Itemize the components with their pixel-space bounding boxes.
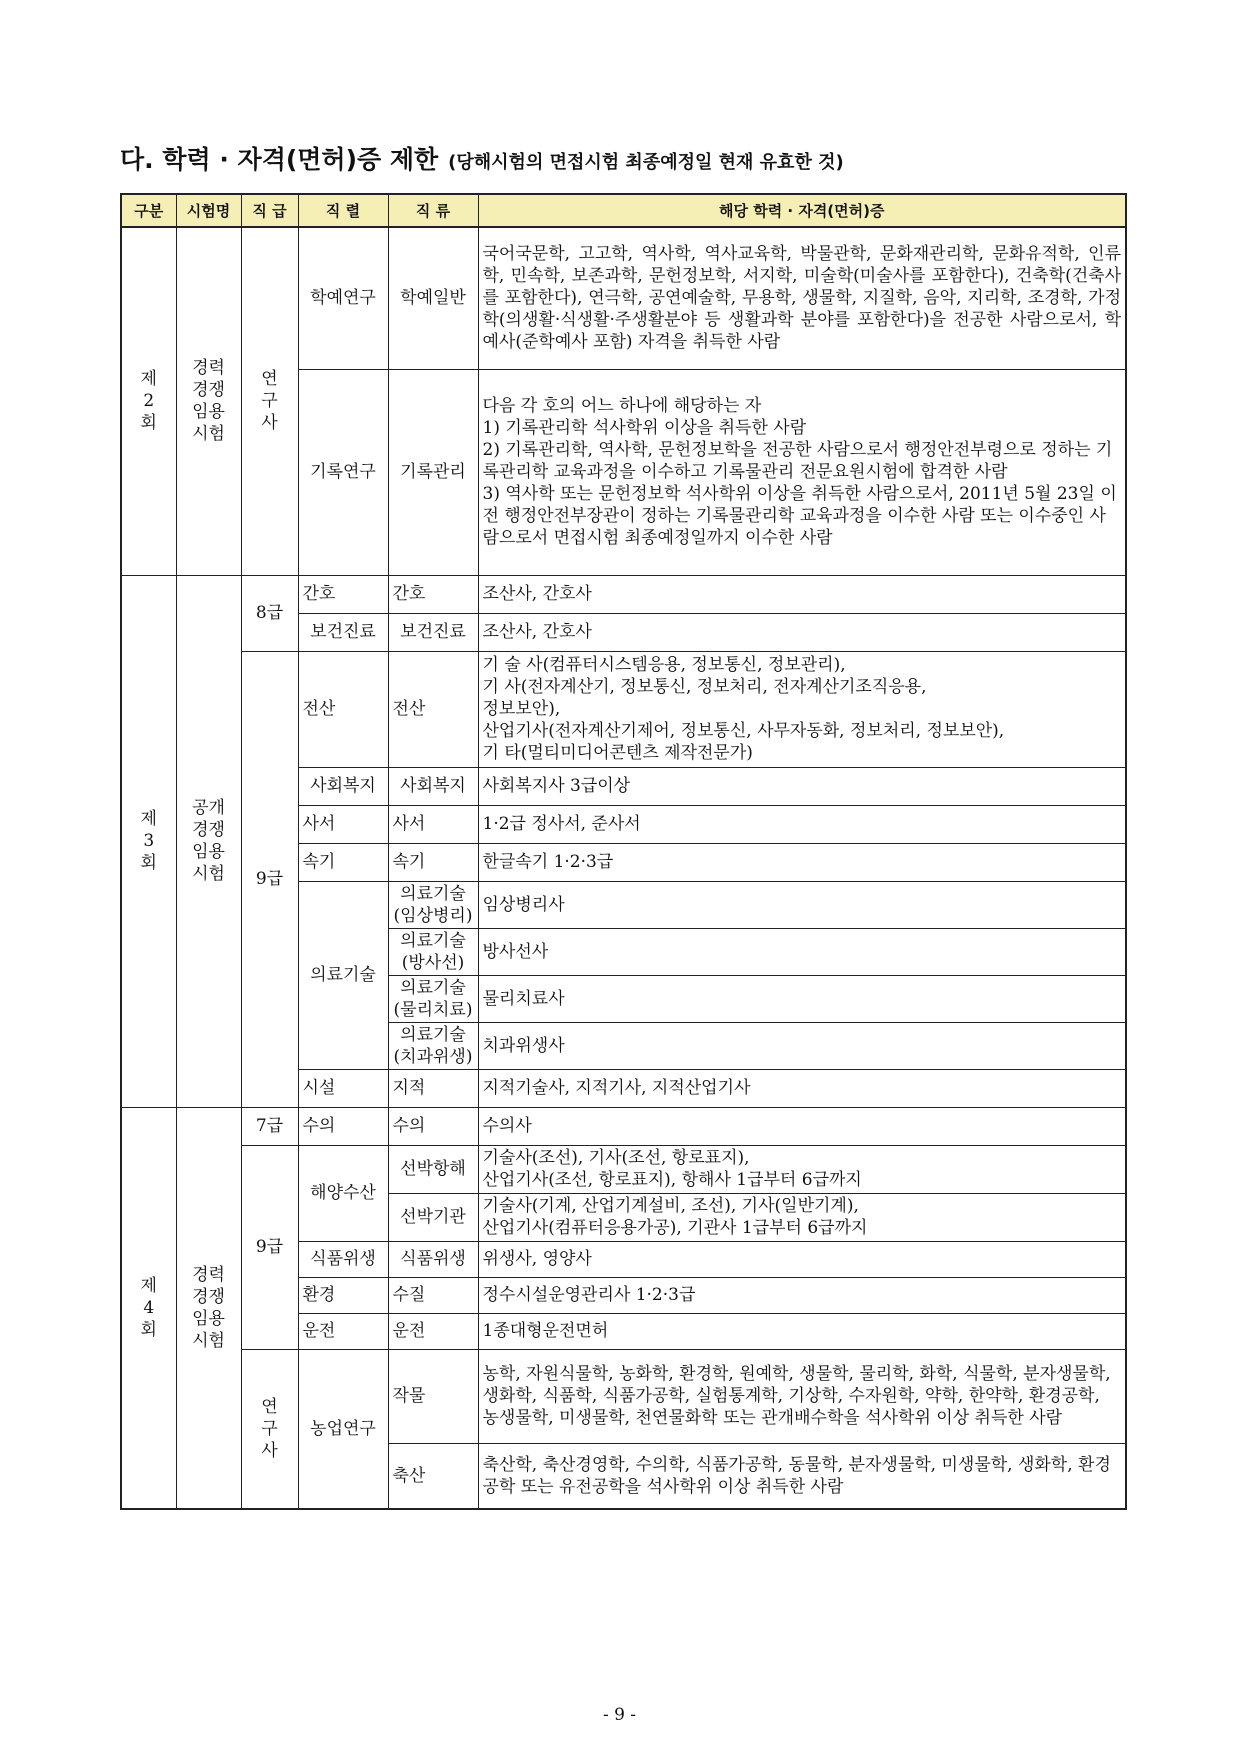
table-cell: 9급 xyxy=(241,1145,298,1349)
table-cell: 식품위생 xyxy=(388,1241,478,1277)
table-cell: 사회복지 xyxy=(388,767,478,805)
table-cell: 제 2 회 xyxy=(121,227,176,575)
table-cell: 치과위생사 xyxy=(478,1022,1126,1069)
table-cell: 제 3 회 xyxy=(121,575,176,1107)
table-row xyxy=(121,651,1126,767)
table-cell: 전산 xyxy=(298,651,388,767)
table-cell: 선박기관 xyxy=(388,1193,478,1241)
table-cell: 국어국문학, 고고학, 역사학, 역사교육학, 박물관학, 문화재관리학, 문화유적학, 인류학, 민속학, 보존과학, 문헌정보학, 서지학, 미술학(미술사를 포함한다), 건축학(건축사를 포함한다), 연극학, 공연예술학, 무용학, 생물학, 지질학, 음악, 지리학, 조경학, 가정학(의생활·식생활·주생활분야 등 생활과학 분야를 포함한다)을 전공한 사람으로서, 학예사(준학예사 포함) 자격을 취득한 사람 xyxy=(478,227,1126,369)
table-cell: 위생사, 영양사 xyxy=(478,1241,1126,1277)
table-cell: 농학, 자원식물학, 농화학, 환경학, 원예학, 생물학, 물리학, 화학, 식물학, 분자생물학, 생화학, 식품학, 식품가공학, 실험통계학, 기상학, 수자원학, 약학, 한약학, 환경공학, 농생물학, 미생물학, 천연물화학 또는 관개배수학을 석사학위 이상 취득한 사람 xyxy=(478,1349,1126,1443)
table-cell: 보건진료 xyxy=(388,613,478,651)
table-cell: 한글속기 1·2·3급 xyxy=(478,843,1126,881)
table-cell: 의료기술 (물리치료) xyxy=(388,975,478,1022)
table-row xyxy=(121,1349,1126,1443)
table-cell: 농업연구 xyxy=(298,1349,388,1509)
table-cell: 조산사, 간호사 xyxy=(478,575,1126,613)
table-cell: 의료기술 xyxy=(298,881,388,1069)
table-cell: 공개 경쟁 임용 시험 xyxy=(176,575,241,1107)
table-cell: 물리치료사 xyxy=(478,975,1126,1022)
table-cell: 학예일반 xyxy=(388,227,478,369)
table-cell: 속기 xyxy=(388,843,478,881)
table-cell: 사회복지 xyxy=(298,767,388,805)
table-cell: 의료기술 (치과위생) xyxy=(388,1022,478,1069)
table-cell: 의료기술 (임상병리) xyxy=(388,881,478,928)
table-cell: 연 구 사 xyxy=(241,1349,298,1509)
table-cell: 수질 xyxy=(388,1277,478,1313)
table-cell: 기록연구 xyxy=(298,369,388,575)
page-number: - 9 - xyxy=(602,1705,637,1725)
table-cell: 전산 xyxy=(388,651,478,767)
table-cell: 1·2급 정사서, 준사서 xyxy=(478,805,1126,843)
table-cell: 제 4 회 xyxy=(121,1107,176,1509)
table-cell: 시설 xyxy=(298,1069,388,1107)
header-qualifications: 해당 학력 · 자격(면허)증 xyxy=(478,194,1126,227)
table-cell: 작물 xyxy=(388,1349,478,1443)
section-subtitle: (당해시험의 면접시험 최종예정일 현재 유효한 것) xyxy=(448,152,844,173)
table-cell: 기록관리 xyxy=(388,369,478,575)
table-cell: 임상병리사 xyxy=(478,881,1126,928)
table-cell: 수의 xyxy=(388,1107,478,1145)
table-cell: 간호 xyxy=(388,575,478,613)
table-cell: 지적 xyxy=(388,1069,478,1107)
table-row xyxy=(121,575,1126,613)
table-cell: 보건진료 xyxy=(298,613,388,651)
table-cell: 의료기술 (방사선) xyxy=(388,928,478,975)
table-cell: 지적기술사, 지적기사, 지적산업기사 xyxy=(478,1069,1126,1107)
table-cell: 선박항해 xyxy=(388,1145,478,1193)
table-cell: 다음 각 호의 어느 하나에 해당하는 자 1) 기록관리학 석사학위 이상을 취득한 사람 2) 기록관리학, 역사학, 문헌정보학을 전공한 사람으로서 행정안전부령으로 정하는 기록관리학 교육과정을 이수하고 기록물관리 전문요원시험에 합격한 사람 3) 역사학 또는 문헌정보학 석사학위 이상을 취득한 사람으로서, 2011년 5월 23일 이전 행정안전부장관이 정하는 기록물관리학 교육과정을 이수한 사람 또는 이수중인 사람으로서 면접시험 최종예정일까지 이수한 사람 xyxy=(478,369,1126,575)
table-cell: 1종대형운전면허 xyxy=(478,1313,1126,1349)
table-cell: 8급 xyxy=(241,575,298,651)
table-cell: 경력 경쟁 임용 시험 xyxy=(176,227,241,575)
table-cell: 수의사 xyxy=(478,1107,1126,1145)
table-cell: 기술사(기계, 산업기계설비, 조선), 기사(일반기계), 산업기사(컴퓨터응용가공), 기관사 1급부터 6급까지 xyxy=(478,1193,1126,1241)
table-cell: 축산 xyxy=(388,1443,478,1509)
table-cell: 기 술 사(컴퓨터시스템응용, 정보통신, 정보관리), 기 사(전자계산기, 정보통신, 정보처리, 전자계산기조직응용, 정보보안), 산업기사(전자계산기제어, 정보통신, 사무자동화, 정보처리, 정보보안), 기 타(멀티미디어콘텐츠 제작전문가) xyxy=(478,651,1126,767)
table-cell: 환경 xyxy=(298,1277,388,1313)
table-cell: 방사선사 xyxy=(478,928,1126,975)
qualification-table xyxy=(120,193,1127,1510)
table-header-row xyxy=(121,194,1126,227)
table-row xyxy=(121,1107,1126,1145)
header-grade: 직 급 xyxy=(241,194,298,227)
table-cell: 사회복지사 3급이상 xyxy=(478,767,1126,805)
table-cell: 운전 xyxy=(298,1313,388,1349)
table-cell: 운전 xyxy=(388,1313,478,1349)
table-cell: 간호 xyxy=(298,575,388,613)
table-cell: 축산학, 축산경영학, 수의학, 식품가공학, 동물학, 분자생물학, 미생물학, 생화학, 환경공학 또는 유전공학을 석사학위 이상 취득한 사람 xyxy=(478,1443,1126,1509)
table-cell: 사서 xyxy=(388,805,478,843)
header-job-series: 직 렬 xyxy=(298,194,388,227)
table-cell: 식품위생 xyxy=(298,1241,388,1277)
table-cell: 조산사, 간호사 xyxy=(478,613,1126,651)
table-cell: 해양수산 xyxy=(298,1145,388,1241)
table-cell: 7급 xyxy=(241,1107,298,1145)
header-category: 구분 xyxy=(121,194,176,227)
table-cell: 수의 xyxy=(298,1107,388,1145)
table-cell: 속기 xyxy=(298,843,388,881)
header-exam-name: 시험명 xyxy=(176,194,241,227)
table-cell: 9급 xyxy=(241,651,298,1107)
table-cell: 정수시설운영관리사 1·2·3급 xyxy=(478,1277,1126,1313)
table-row xyxy=(121,227,1126,369)
table-cell: 사서 xyxy=(298,805,388,843)
table-cell: 기술사(조선), 기사(조선, 항로표지), 산업기사(조선, 항로표지), 항해사 1급부터 6급까지 xyxy=(478,1145,1126,1193)
table-row xyxy=(121,1145,1126,1193)
table-cell: 연 구 사 xyxy=(241,227,298,575)
section-title: 다. 학력 · 자격(면허)증 제한 xyxy=(120,145,439,174)
table-body xyxy=(121,227,1126,1509)
section-heading xyxy=(120,140,1120,176)
header-job-class: 직 류 xyxy=(388,194,478,227)
table-cell: 학예연구 xyxy=(298,227,388,369)
table-cell: 경력 경쟁 임용 시험 xyxy=(176,1107,241,1509)
